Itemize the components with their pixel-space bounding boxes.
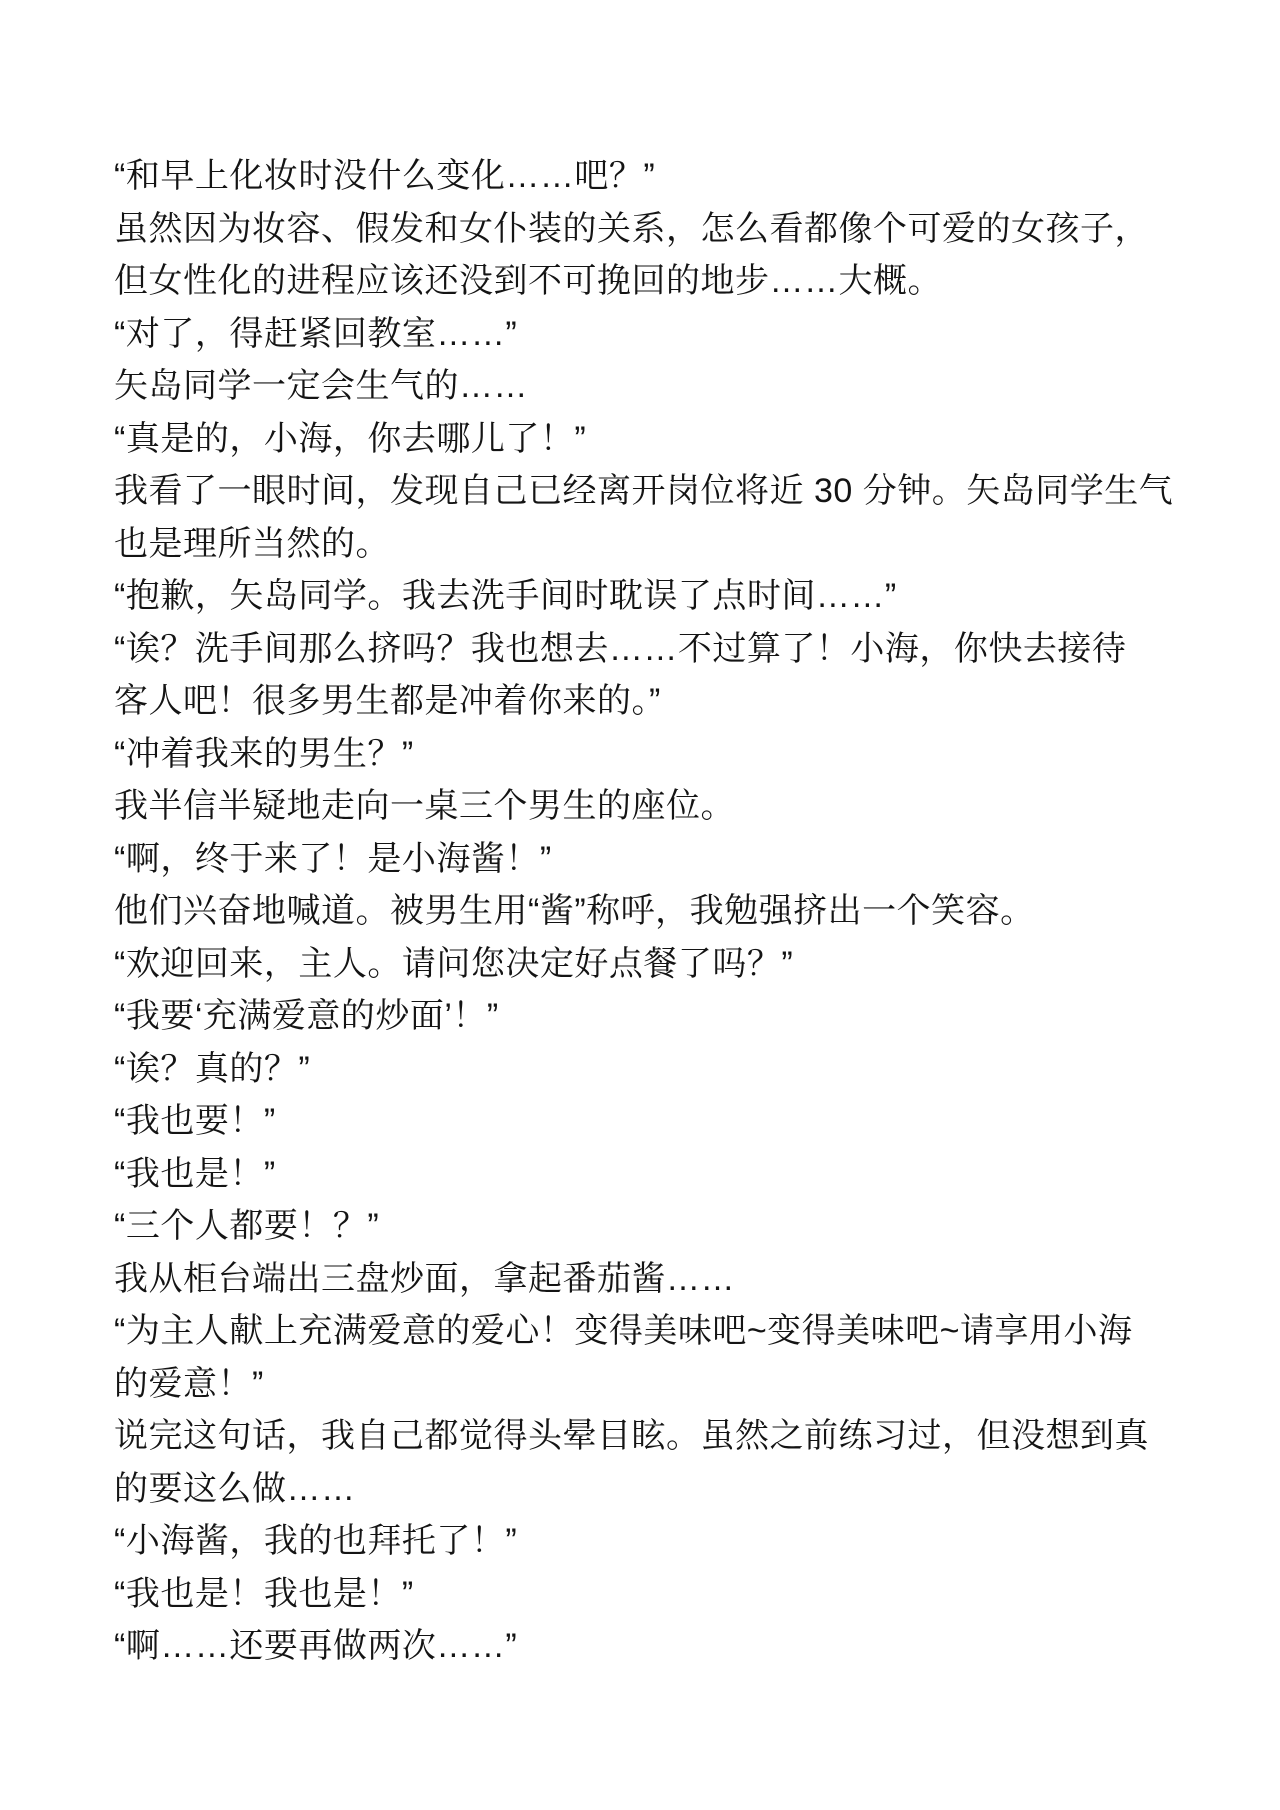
text-line: “抱歉，矢岛同学。我去洗手间时耽误了点时间……” bbox=[114, 577, 897, 615]
text-line: “啊，终于来了！是小海酱！” bbox=[114, 839, 552, 878]
text-line: 客人吧！很多男生都是冲着你来的。” bbox=[114, 682, 661, 720]
text-line: “欢迎回来，主人。请问您决定好点餐了吗？” bbox=[114, 944, 794, 983]
text-line: “我要‘充满爱意的炒面’！” bbox=[114, 997, 499, 1035]
text-line: 的要这么做…… bbox=[114, 1469, 356, 1508]
text-line: 说完这句话，我自己都觉得头晕目眩。虽然之前练习过，但没想到真 bbox=[114, 1417, 1149, 1455]
text-line: 矢岛同学一定会生气的…… bbox=[114, 367, 528, 405]
text-line: 但女性化的进程应该还没到不可挽回的地步……大概。 bbox=[114, 262, 942, 300]
text-line: “对了，得赶紧回教室……” bbox=[114, 314, 518, 353]
text-line: “真是的，小海，你去哪儿了！” bbox=[114, 419, 587, 458]
text-line: “三个人都要！？” bbox=[114, 1207, 380, 1245]
text-line: 也是理所当然的。 bbox=[114, 524, 390, 563]
text-line: “诶？洗手间那么挤吗？我也想去……不过算了！小海，你快去接待 bbox=[114, 629, 1127, 668]
text-line: “我也要！” bbox=[114, 1102, 276, 1140]
text-line: “诶？真的？” bbox=[114, 1049, 311, 1088]
text-line: “小海酱，我的也拜托了！” bbox=[114, 1522, 518, 1560]
text-line: “和早上化妆时没什么变化……吧？” bbox=[114, 157, 656, 195]
text-line: “冲着我来的男生？” bbox=[114, 734, 414, 773]
text-line: 我从柜台端出三盘炒面，拿起番茄酱…… bbox=[114, 1259, 735, 1298]
text-line: 他们兴奋地喊道。被男生用“酱”称呼，我勉强挤出一个笑容。 bbox=[114, 892, 1035, 930]
text-line: “啊……还要再做两次……” bbox=[114, 1627, 518, 1665]
text-line: 的爱意！” bbox=[114, 1364, 264, 1403]
text-line: 我看了一眼时间，发现自己已经离开岗位将近 30 分钟。矢岛同学生气 bbox=[114, 472, 1174, 510]
text-line: “我也是！” bbox=[114, 1154, 276, 1193]
text-column bbox=[114, 150, 1196, 1673]
text-line: “我也是！我也是！” bbox=[114, 1574, 414, 1613]
text-line: 虽然因为妆容、假发和女仆装的关系，怎么看都像个可爱的女孩子， bbox=[114, 209, 1149, 248]
text-line: “为主人献上充满爱意的爱心！变得美味吧~变得美味吧~请享用小海 bbox=[114, 1312, 1133, 1350]
text-line: 我半信半疑地走向一桌三个男生的座位。 bbox=[114, 787, 735, 825]
